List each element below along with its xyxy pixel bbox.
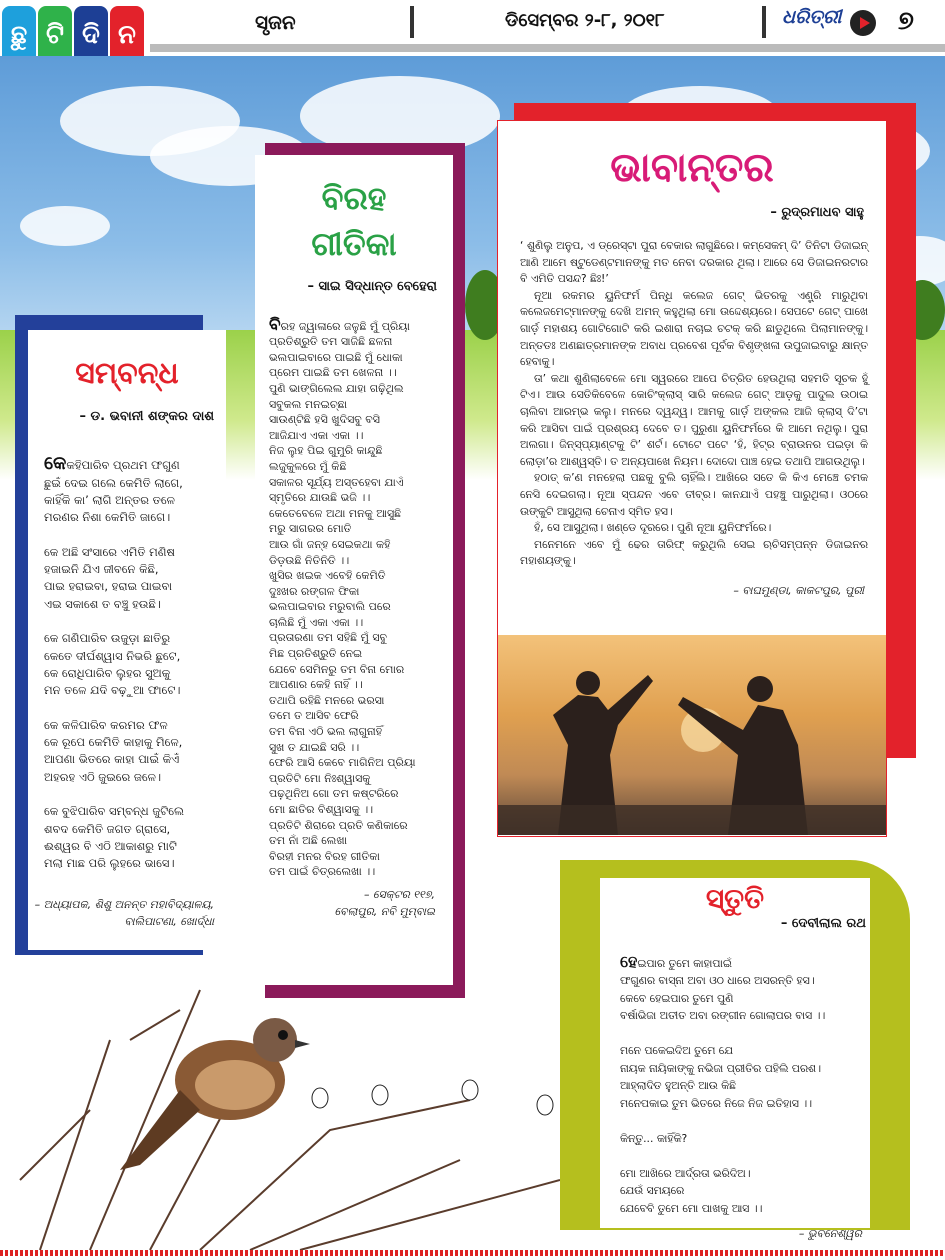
poem-sambandha — [28, 330, 226, 950]
poem-author: – ସାଇ ସିଦ୍ଧାନ୍ତ ବେହେରା — [307, 279, 437, 294]
story-illustration — [498, 635, 886, 835]
drop-cap: ହେ — [620, 951, 638, 971]
bottom-rule — [0, 1250, 945, 1256]
story-body — [520, 238, 868, 570]
poem-stuti — [600, 878, 870, 1240]
poem-author: – ଡ. ଭବାନୀ ଶଙ୍କର ଦାଶ — [79, 409, 214, 424]
poem-footer: – ଭୁବନେଶ୍ୱର — [798, 1227, 862, 1240]
poem-footer: – ଅଧ୍ୟାପକ, ଶିଶୁ ଅନନ୍ତ ମହାବିଦ୍ୟାଳୟ, ବାଲିପାଟଣା, ଖୋର୍ଦ୍ଧା — [34, 898, 214, 929]
section-name: ସୃଜନ — [255, 10, 296, 34]
poem-title: ବିରହ — [321, 179, 387, 217]
section-tile-4: ନ — [110, 6, 144, 64]
poem-title: ସମ୍ବନ୍ଧ — [75, 356, 179, 391]
header-divider — [762, 6, 766, 38]
story-author: – ରୁଦ୍ରମାଧବ ସାହୁ — [770, 205, 864, 220]
poem-body: ରହ ଜ୍ୱାଳାରେ ଜଳୁଛି ମୁଁ ପ୍ରିୟା ପ୍ରତିଶ୍ରୁତି ତମ ସାଜିଛି ଛଳନା ଭଲପାଇବାରେ ପାଇଛି ମୁଁ ଧୋକା ପ୍ରେମ ପାଇଛି ତମ ଖେଳନା ।। ପୁଣି ଭାଙ୍ଗିଲେଲ ଯାହା ଗଢ଼ିଥିଲ ସବୁକଲ ମନଇଚ୍ଛା ସାଉଣ୍ଟିଛି ହସି ଖୁଦିସବୁ ବସି ଆଜିଯାଏ ଏକା ଏକା ।। ନିଜ ଲୁହ ପିଇ ଗୁମୁରି କାନ୍ଦୁଛି ଲଜୁକୁଳରେ ମୁଁ କିଛି ସକାଳର ସୂର୍ଯ୍ୟ ଅସ୍ତହେବା ଯାଏଁ ସ୍ମୃତିରେ ଯାଉଛି ଭଜି ।। କେତେବେଳେ ଅଥା ମନକୁ ଆସୁଛି ମରୁ ସାଗରର ମୋତି ଆଉ ଗାଁ ଜନ୍ହ ସେଇକଥା କହି ଡିଡ଼ଉଛି ନିତିନିତି ।। ଖୁସିର ଖଇକ ଏବେହି କେମିତି ଦୁଃଖର ରଙ୍ଗଳ ଫିକା ଭଲପାଇବାର ମରୁବାଲି ପରେ ଚାଲିଛି ମୁଁ ଏକା ଏକା ।। ପ୍ରତାରଣା ତମ ସହିଛି ମୁଁ ସବୁ ମିଛ ପ୍ରତିଶ୍ରୁତି ନେଇ ଯେବେ ସେମିନରୁ ତମ ବିନା ମୋର ଆପଣାର କେହି ନାହିଁ ।। ତଥାପି ରହିଛି ମନରେ ଭରସା ତମେ ତ ଆସିବ ଫେରି ତମ ବିନା ଏଠି ଭଲ ଲାଗୁନାହିଁ ସୁଖ ତ ଯାଇଛି ସରି ।। ଫେରି ଆସି କେବେ ମାଗିନିଅ ପ୍ରିୟା ପ୍ରତିଟି ମୋ ନିଃଶ୍ୱାସକୁ ପଢ଼ଥିନିଅ ଗୋ ତମ କଷ୍ଟରିରେ ମୋ ଛାତିର ବିଶ୍ୱାସକୁ ।। ପ୍ରତିଟି ଶିରାରେ ପ୍ରତି କଣିକାରେ ତମ ନାଁ ଅଛି ଲେଖା ବିରହୀ ମନର ବିରହ ଗୀତିକା ତମ ପାଇଁ ଚିତ୍ରଲେଖା ।। — [269, 319, 416, 879]
play-icon — [850, 10, 876, 36]
drop-cap: କେ — [44, 453, 67, 475]
story-paragraph: ନୂଆ ରକମର ୟୁନିଫର୍ମ ପିନ୍ଧି କଲେଜ ଗେଟ୍ ଭିତରକୁ ଏଣ୍ଟ୍ରି ମାରୁଥିବା କଲେଜମେଟ୍‌ମାନଙ୍କୁ ଦେଖି ଅମନ୍ କହୁଥିଲା ମୋ ଉଦ୍ଦେଶ୍ୟରେ। ସେପଟେ ଗେଟ୍ ପାଖେ ଗାର୍ଡ଼ ମହାଶୟ ଗୋଟିଗୋଟି କରି ଇଶାରା ନଚାଇ ଚଟକ୍ କରି ଛାଡୁଥିଲେ ପିଲାମାନଙ୍କୁ। ଅନ୍ତତଃ ଅଣଛାତ୍ରମାନଙ୍କ ଅବାଧ ପ୍ରବେଶ ପୂର୍ବକ ବିଶୃଙ୍ଖଳା ଉପୁଜାଇବାରୁ କ୍ଷାନ୍ତ ହେବାକୁ। — [520, 288, 868, 369]
issue-date: ଡିସେମ୍ବର ୨-୮, ୨୦୧୮ — [505, 10, 665, 31]
page-number: ୭ — [898, 6, 914, 36]
bird-illustration — [0, 980, 560, 1250]
section-tile-1: ଛୁ — [2, 6, 36, 64]
poem-body: କହିପାରିବ ପ୍ରଥମ ଫଗୁଣ ଛୁଇଁ ଦେଇ ଗଲେ କେମିତି ଲାଗେ, କାହିଁକି କା’ ଲାଗି ଅନ୍ତର ତଳେ ମରଣର ନିଶା କେମିତି ଜାଗେ। କେ ଅଛି ସଂସାରେ ଏମିତି ମଣିଷ ହଜାଇନି ଯିଏ ଜୀବନେ କିଛି, ପାଇ ହରାଇବା, ହରାଇ ପାଇବା ଏଇ ସକାଶେ ତ ବଞ୍ଚୁ ହଉଛି। କେ ଗଣିପାରିବ ଉଜୁଡ଼ା ଛାତିରୁ କେତେ ଦୀର୍ଘଶ୍ୱାସ ନିଭରି ଛୁଟେ, କେ ରୋଧିପାରିବ ଲୁହର ସୁଅକୁ ମନ ତଳେ ଯଦି ବଢ଼ୁଆ ଫାଟେ। କେ କଳିପାରିବ କରମର ଫଳ କେ ରୂପେ କେମିତି କାହାକୁ ମିଳେ, ଆପଣା ଭିତରେ କାହା ପାଇଁ କିଏଁ ଅହରହ ଏଠି ଜୁଇରେ ଜଳେ। କେ ବୁଝିପାରିବ ସମ୍ବନ୍ଧ ଜୁଟିଲେ ଶବଦ କେମିତି ଜଗତ ଗ୍ରାସେ, ଈଶ୍ୱର ବି ଏଠି ଆକାଶରୁ ମାଟି ମଲା ମାଛ ପରି ଲୁହରେ ଭାସେ। — [44, 458, 184, 871]
story-paragraph: ମନେମନେ ଏବେ ମୁଁ ଢେର ତାରିଫ୍ କରୁଥିଲି ସେଇ ଋଚିସମ୍ପନ୍ନ ଡିଜାଇନର ମହାଶୟଙ୍କୁ। — [520, 537, 868, 568]
story-title: ଭାବାନ୍ତର — [610, 145, 774, 191]
drop-cap: ବି — [269, 314, 281, 335]
brand-logo: ଧରିତ୍ରୀ — [782, 6, 842, 28]
poem-biraha — [255, 155, 453, 985]
poem-title: ଗୀତିକା — [311, 225, 397, 263]
story-paragraph: ହଁ, ସେ ଆସୁଥିଲା। ଖଣ୍ଡେ ଦୂରରେ। ପୁଣି ନୂଆ ୟୁନିଫର୍ମରେ। — [534, 521, 772, 535]
page-header — [0, 0, 945, 50]
story-paragraph: ହଠାତ୍ କ’ଣ ମନହେଲା ପଛକୁ ବୁଲି ଚାହିଁଲି। ଆଖିରେ ସତେ କି କିଏ ମେଞ୍ଚେ ଚମକ ନେସି ଦେଇଗଲା। ନୂଆ ସ୍ପନ୍ଦନ ଏବେ ତୀବ୍ର। କାନଯାଏଁ ପହଞ୍ଚୁ ପାରୁଥିଲା। ଓଠରେ ଉଙ୍କୁଟି ଆସୁଥିଲା ଚେନାଏ ସ୍ମିତ ହସ। — [520, 471, 868, 518]
poem-footer: – ସେକ୍ଟର ୧୧୭, ବେଲାପୁର, ନବି ମୁମ୍ବାଇ — [334, 887, 435, 918]
poem-title: ସ୍ତୁତି — [705, 882, 765, 915]
section-tile-2: ଟି — [38, 6, 72, 64]
story-paragraph: ‘ ଶୁଣିଲୁ ଅନୁପ, ଏ ଡ୍ରେସ୍‌ଟା ପୁରା ବେକାର ଲାଗୁଛିରେ। କମ୍‌ସେକମ୍ ଦି’ ତିନିଟା ଡିଜାଇନ୍ ଆଣି ଆମେ ଷ୍ଟୁଡେଣ୍ଟମାନଙ୍କୁ ମତ ନେବା ଦରକାର ଥିଲା। ଆରେ ସେ ଡିଜାଇନରଟାର ବି ଏମିତି ପସନ୍ଦ? ଛିଃ!’ — [520, 239, 868, 286]
poem-author: – ଦେବୀଲାଲ ରଥ — [780, 916, 866, 931]
silhouette-image — [498, 635, 886, 835]
header-rule — [150, 44, 945, 52]
poem-body: ଇପାର ତୁମେ କାହାପାଇଁ ଫଗୁଣର ବାସ୍ନା ଅବା ଓଠ ଧାରେ ଅସରନ୍ତି ହସ। କେବେ ହେଇପାର ତୁମେ ପୁଣି ବର୍ଷାଭିଜା ଅତୀତ ଅବା ରଙ୍ଗୀନ ଗୋଲାପର ବାସ ।। ମନେ ପକେଇଦିଅ ତୁମେ ଯେ ନାୟକ ନାୟିକାଙ୍କୁ ନଭିଜା ପ୍ରୀତିର ପହିଲି ପରଶ। ଆହ୍ଲାଦିତ ହୁଅନ୍ତି ଆଉ କିଛି ମନେପକାଇ ତୁମ ଭିତରେ ନିଜେ ନିଜ ଇତିହାସ ।। କିନ୍ତୁ... କାହିଁକି? ମୋ ଆଖିରେ ଆର୍ଦ୍ରତା ଭରିଦିଅ। ଯେଉଁ ସମୟରେ ଯେବେବି ତୁମେ ମୋ ପାଖକୁ ଆସ ।। — [620, 956, 826, 1215]
section-tile-3: ଦି — [74, 6, 108, 64]
story-footer: – ବାଘମୁଣ୍ଡା, କାକଟପୁର, ପୁରୀ — [733, 583, 864, 597]
story-paragraph: ତା’ କଥା ଶୁଣିଲାବେଳେ ମୋ ସ୍ୱରରେ ଆପେ ଚିତ୍ରିତ ହେଉଥିଲା ସହମତି ସୂଚକ ହୁଁ ଟିଏ। ଆଉ ସେତିକିବେଳେ କୋଚିଂକ୍ଲାସ୍ ସାରି କଲେଜ ଗେଟ୍ ଆଡ଼କୁ ପାଦୁଲ ଉଠାଇ ଚାଲିବା ଆରମ୍ଭ କଲୁ। ମନରେ ଦ୍ୱନ୍ଦ୍ୱ। ଆମକୁ ଗାର୍ଡ଼ ଅଙ୍କଲ ଆଜି କ୍ଲାସ୍ ଦି’ଟା କରି ଆସିବା ପାଇଁ ପ୍ରଶ୍ରୟ ଦେବେ ତ। ପୁରୁଣା ୟୁନିଫର୍ମରେ କି ଆମେ ନଥିଲୁ। ପୁରା ଅଲଗା। ଜିନ୍ସ୍‌ପ୍ୟାଣ୍ଟକୁ ଟି’ ଶର୍ଟ। ଟୋଟେ ପଟେ ‘ହଁ, ହିଟ୍ର ବ୍ରାଉନର ପଇଡ଼ା କି ଲୋଡ଼ା’ର ଆଶ୍ୱସ୍ତି। ତ ଅନ୍ୟପାଖେ ନିୟମ। ଦୋଦୋ ପାଞ୍ଚ ହେଇ ତଥାପି ଆଗଉଥିଲୁ। — [520, 371, 868, 468]
header-divider — [410, 6, 414, 38]
